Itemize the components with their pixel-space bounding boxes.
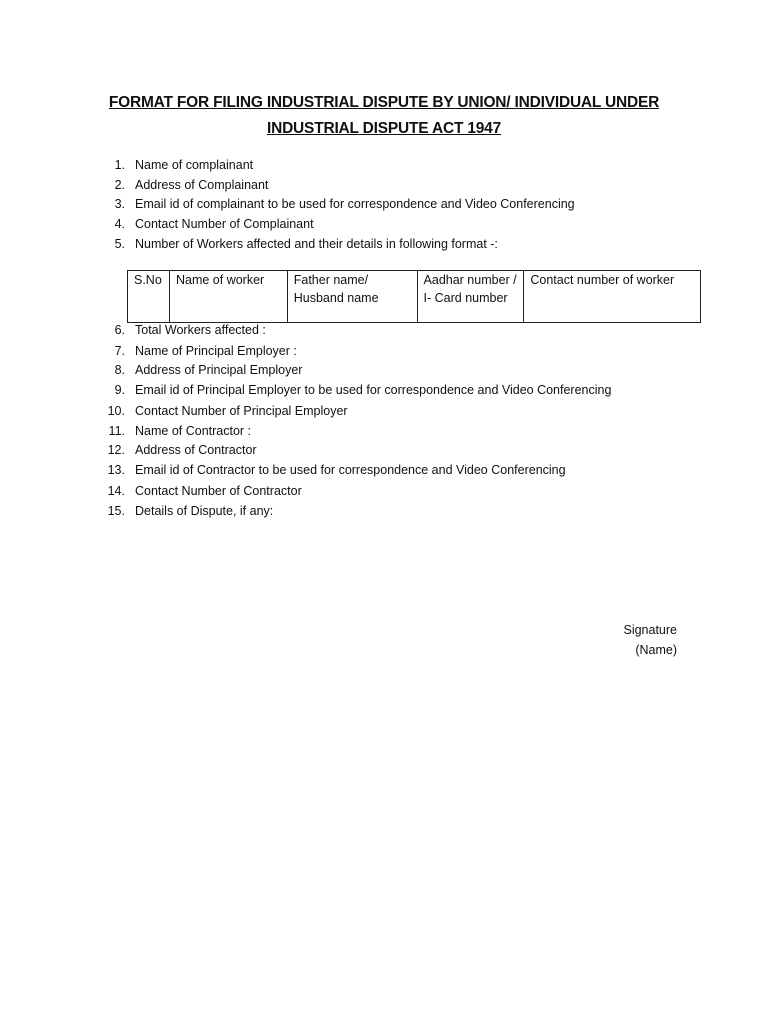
item-text: Total Workers affected : bbox=[135, 323, 266, 337]
item-text: Email id of Principal Employer to be used for correspondence and Video Conferencing bbox=[135, 383, 612, 397]
item-number: 14. bbox=[107, 484, 125, 498]
item-text: Email id of complainant to be used for correspondence and Video Conferencing bbox=[135, 197, 575, 211]
item-number: 7. bbox=[114, 344, 125, 358]
item-text: Details of Dispute, if any: bbox=[135, 504, 274, 518]
column-header-sno: S.No bbox=[128, 271, 170, 323]
item-text: Name of complainant bbox=[135, 158, 254, 172]
item-number: 4. bbox=[114, 217, 125, 231]
item-number: 5. bbox=[114, 237, 125, 251]
item-number: 11. bbox=[108, 424, 125, 438]
column-header-father-husband-name: Father name/ Husband name bbox=[287, 271, 417, 323]
item-number: 9. bbox=[114, 383, 125, 397]
workers-details-table bbox=[127, 270, 701, 323]
item-text: Name of Principal Employer : bbox=[135, 344, 297, 358]
item-text: Email id of Contractor to be used for correspondence and Video Conferencing bbox=[135, 463, 566, 477]
signature-label: Signature bbox=[623, 623, 677, 637]
item-text: Address of Complainant bbox=[135, 178, 269, 192]
item-text: Contact Number of Contractor bbox=[135, 484, 302, 498]
item-number: 6. bbox=[114, 323, 125, 337]
item-number: 10. bbox=[107, 404, 125, 418]
item-text: Address of Principal Employer bbox=[135, 363, 303, 377]
item-text: Name of Contractor : bbox=[135, 424, 252, 438]
column-header-aadhar-number: Aadhar number / I- Card number bbox=[417, 271, 524, 323]
item-text: Number of Workers affected and their details in following format -: bbox=[135, 237, 498, 251]
column-header-contact-number: Contact number of worker bbox=[524, 271, 701, 323]
column-header-worker-name: Name of worker bbox=[169, 271, 287, 323]
item-text: Address of Contractor bbox=[135, 443, 257, 457]
table-header-row bbox=[128, 271, 701, 323]
document-title-line-2: INDUSTRIAL DISPUTE ACT 1947 bbox=[266, 120, 502, 137]
item-text: Contact Number of Complainant bbox=[135, 217, 314, 231]
item-text: Contact Number of Principal Employer bbox=[135, 404, 348, 418]
item-number: 12. bbox=[107, 443, 125, 457]
item-number: 15. bbox=[107, 504, 125, 518]
item-number: 1. bbox=[114, 158, 125, 172]
item-number: 3. bbox=[114, 197, 125, 211]
item-number: 8. bbox=[114, 363, 125, 377]
item-number: 13. bbox=[107, 463, 125, 477]
document-title-line-1: FORMAT FOR FILING INDUSTRIAL DISPUTE BY UNION/ INDIVIDUAL UNDER bbox=[108, 94, 660, 111]
signature-name-label: (Name) bbox=[635, 643, 677, 657]
item-number: 2. bbox=[114, 178, 125, 192]
